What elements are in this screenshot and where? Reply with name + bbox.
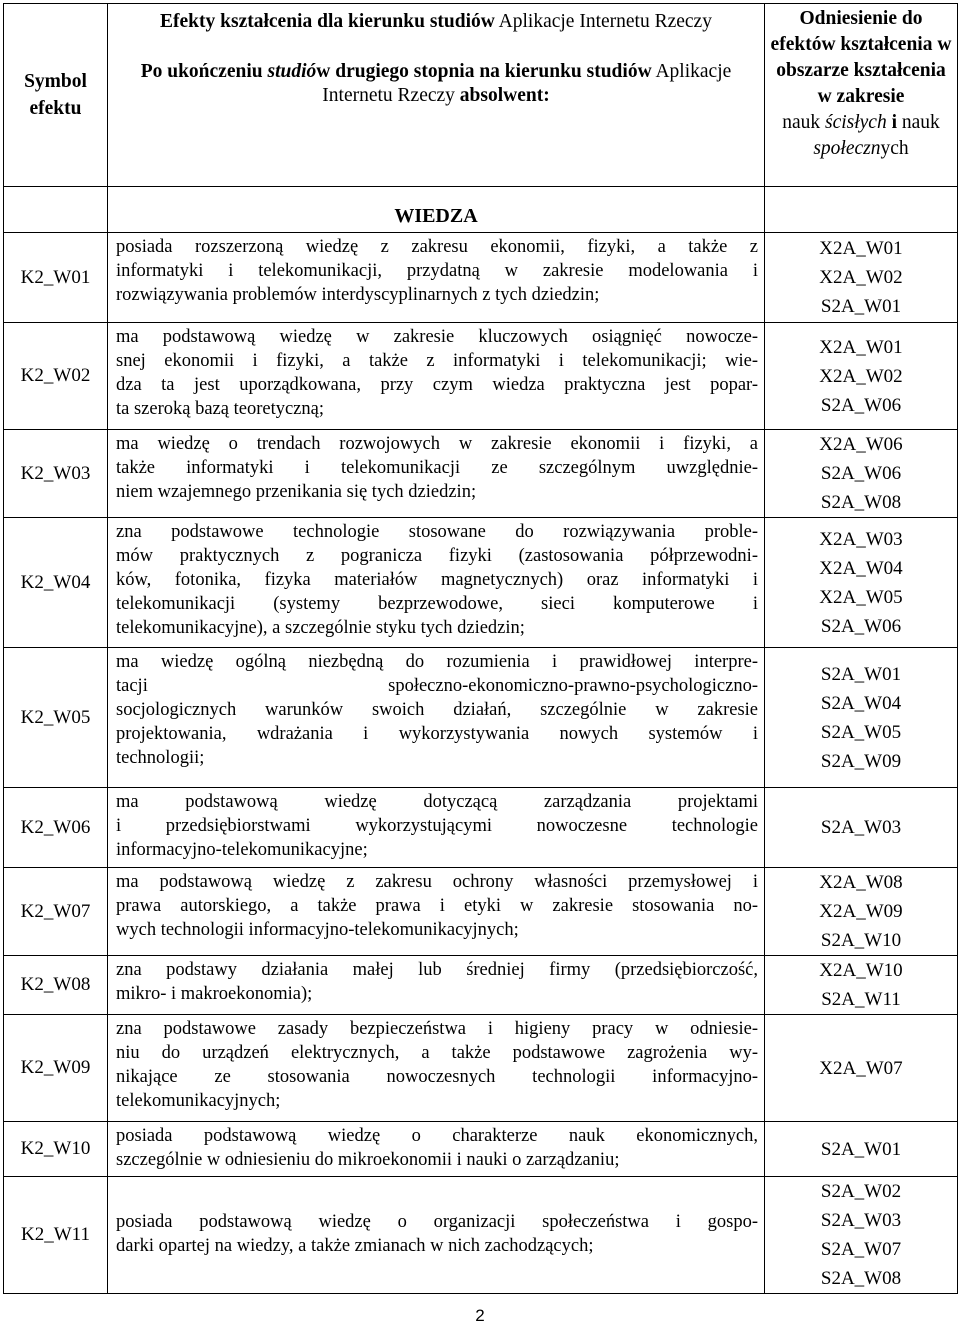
effect-references bbox=[765, 868, 958, 956]
reference-code: X2A_W02 bbox=[819, 267, 903, 288]
effect-description bbox=[108, 518, 765, 648]
effect-references bbox=[765, 1177, 958, 1294]
reference-code: S2A_W09 bbox=[820, 750, 902, 772]
table-row bbox=[4, 430, 958, 518]
table-row bbox=[4, 868, 958, 956]
table-title: Efekty kształcenia dla kierunku studiów Aplikacje Internetu Rzeczy bbox=[160, 11, 712, 32]
description-line: zna podstawy działania małej lub średniej firmy (przedsiębiorczość, bbox=[116, 960, 758, 980]
table-subtitle: Po ukończeniu studiów drugiego stopnia na kierunku studiów Aplikacje Internetu Rzeczy absolwent: bbox=[140, 61, 732, 106]
reference-code: X2A_W07 bbox=[819, 1057, 903, 1079]
effect-references bbox=[765, 323, 958, 430]
description-line: szczególnie w odniesieniu do mikroekonomii i nauki o zarządzaniu; bbox=[116, 1150, 620, 1170]
reference-code: S2A_W07 bbox=[820, 1239, 902, 1260]
effect-description bbox=[108, 233, 765, 323]
effect-description bbox=[108, 788, 765, 868]
reference-code: X2A_W02 bbox=[819, 365, 903, 387]
reference-code: S2A_W05 bbox=[820, 721, 902, 743]
reference-code: S2A_W03 bbox=[820, 817, 902, 838]
description-line: posiada podstawową wiedzę o organizacji społeczeństwa i gospo- bbox=[116, 1212, 758, 1232]
reference-code: X2A_W03 bbox=[819, 528, 903, 550]
description-line: i przedsiębiorstwami wykorzystującymi nowoczesne technologie bbox=[116, 816, 758, 836]
description-line: także informatyki i telekomunikacji ze szczególnym uwzględnie- bbox=[116, 458, 758, 478]
effect-description bbox=[108, 648, 765, 788]
symbol-column-header: Symbol efektu bbox=[4, 4, 108, 187]
reference-code: S2A_W03 bbox=[820, 1210, 902, 1231]
effect-references bbox=[765, 1015, 958, 1122]
reference-code: S2A_W01 bbox=[820, 663, 902, 685]
description-line: ta szeroką bazą teoretyczną; bbox=[116, 399, 324, 419]
reference-code: X2A_W10 bbox=[819, 960, 903, 981]
effect-symbol: K2_W09 bbox=[4, 1015, 108, 1122]
effect-symbol: K2_W08 bbox=[4, 956, 108, 1015]
description-line: socjologicznych warunków swoich działań, szczególnie w zakresie bbox=[116, 700, 758, 720]
reference-code: S2A_W08 bbox=[820, 492, 902, 513]
page-number: 2 bbox=[475, 1306, 485, 1325]
effect-references bbox=[765, 1122, 958, 1177]
reference-code: S2A_W06 bbox=[820, 394, 902, 416]
description-line: informacyjno-telekomunikacyjne; bbox=[116, 840, 368, 860]
reference-code: S2A_W04 bbox=[820, 692, 902, 714]
description-line: niu do urządzeń elektrycznych, a także podstawowe zagrożenia wy- bbox=[116, 1043, 758, 1063]
description-line: ma wiedzę ogólną niezbędną do rozumienia i prawidłowej interpre- bbox=[116, 652, 758, 672]
reference-code: X2A_W06 bbox=[819, 434, 903, 455]
table-row bbox=[4, 1177, 958, 1294]
description-line: nikające ze stosowania nowoczesnych technologii informacyjno- bbox=[116, 1067, 758, 1087]
description-line: wych technologii informacyjno-telekomunikacyjnych; bbox=[116, 920, 519, 940]
table-row bbox=[4, 1015, 958, 1122]
description-line: mikro- i makroekonomia); bbox=[116, 984, 313, 1004]
description-line: ma podstawową wiedzę w zakresie kluczowych osiągnięć nowocze- bbox=[116, 327, 758, 347]
reference-code: S2A_W10 bbox=[820, 930, 902, 951]
effect-symbol: K2_W07 bbox=[4, 868, 108, 956]
effect-symbol: K2_W11 bbox=[4, 1177, 108, 1294]
reference-code: X2A_W04 bbox=[819, 557, 903, 579]
header-row bbox=[4, 4, 958, 187]
effects-table bbox=[3, 3, 958, 1294]
effect-references bbox=[765, 788, 958, 868]
effect-symbol: K2_W04 bbox=[4, 518, 108, 648]
description-line: dza ta jest uporządkowana, przy czym wiedza praktyczna jest popar- bbox=[116, 375, 758, 395]
reference-code: X2A_W01 bbox=[819, 336, 903, 358]
table-row bbox=[4, 323, 958, 430]
effect-references bbox=[765, 956, 958, 1015]
effect-symbol: K2_W03 bbox=[4, 430, 108, 518]
description-line: snej ekonomii i fizyki, a także z informatyki i telekomunikacji; wie- bbox=[116, 351, 758, 371]
reference-code: S2A_W01 bbox=[820, 296, 902, 317]
effect-symbol: K2_W10 bbox=[4, 1122, 108, 1177]
description-line: zna podstawowe technologie stosowane do rozwiązywania proble- bbox=[116, 522, 758, 542]
section-row bbox=[4, 187, 958, 233]
description-line: posiada rozszerzoną wiedzę z zakresu ekonomii, fizyki, a także z bbox=[116, 237, 758, 257]
effect-description bbox=[108, 956, 765, 1015]
table-row bbox=[4, 518, 958, 648]
description-line: ma wiedzę o trendach rozwojowych w zakresie ekonomii i fizyki, a bbox=[116, 434, 758, 454]
description-line: ków, fotonika, fizyka materiałów magnetycznych) oraz informatyki i bbox=[116, 570, 758, 590]
reference-code: S2A_W11 bbox=[821, 989, 901, 1010]
description-line: telekomunikacyjne), a szczególnie styku tych dziedzin; bbox=[116, 618, 525, 638]
description-line: zna podstawowe zasady bezpieczeństwa i higieny pracy w odniesie- bbox=[116, 1019, 758, 1039]
table-row bbox=[4, 233, 958, 323]
effect-symbol: K2_W01 bbox=[4, 233, 108, 323]
effect-references bbox=[765, 518, 958, 648]
description-line: niem wzajemnego przenikania się tych dziedzin; bbox=[116, 482, 477, 502]
section-heading: WIEDZA bbox=[108, 187, 765, 233]
description-line: telekomunikacji (systemy bezprzewodowe, sieci komputerowe i bbox=[116, 594, 758, 614]
description-line: telekomunikacyjnych; bbox=[116, 1091, 281, 1111]
table-row bbox=[4, 648, 958, 788]
effect-description bbox=[108, 1015, 765, 1122]
reference-code: S2A_W06 bbox=[820, 463, 902, 484]
table-row bbox=[4, 956, 958, 1015]
description-line: projektowania, wdrażania i wykorzystywania nowych systemów i bbox=[116, 724, 758, 744]
reference-column-header: Odniesienie do efektów kształcenia w obszarze kształcenia w zakresie nauk ścisłych i nauk społecznych bbox=[765, 4, 958, 187]
reference-code: S2A_W02 bbox=[820, 1181, 902, 1202]
effect-symbol: K2_W05 bbox=[4, 648, 108, 788]
effect-references bbox=[765, 233, 958, 323]
description-line: technologii; bbox=[116, 748, 205, 768]
effect-description bbox=[108, 1177, 765, 1294]
reference-code: X2A_W09 bbox=[819, 901, 903, 922]
description-line: posiada podstawową wiedzę o charakterze nauk ekonomicznych, bbox=[116, 1126, 758, 1146]
effect-references bbox=[765, 648, 958, 788]
reference-code: S2A_W06 bbox=[820, 615, 902, 637]
description-line: ma podstawową wiedzę z zakresu ochrony własności przemysłowej i bbox=[116, 872, 758, 892]
effect-description bbox=[108, 430, 765, 518]
effect-description bbox=[108, 1122, 765, 1177]
description-line: mów praktycznych z pogranicza fizyki (zastosowania półprzewodni- bbox=[116, 546, 758, 566]
table-row bbox=[4, 788, 958, 868]
description-line: informatyki i telekomunikacji, przydatną w zakresie modelowania i bbox=[116, 261, 758, 281]
effects-rows bbox=[4, 233, 958, 1294]
reference-code: X2A_W01 bbox=[819, 238, 903, 259]
effect-description bbox=[108, 868, 765, 956]
effect-description bbox=[108, 323, 765, 430]
reference-code: X2A_W08 bbox=[819, 872, 903, 893]
effect-references bbox=[765, 430, 958, 518]
effect-symbol: K2_W02 bbox=[4, 323, 108, 430]
description-line: darki opartej na wiedzy, a także zmianach w nich zachodzących; bbox=[116, 1236, 594, 1256]
description-line: prawa autorskiego, a także prawa i etyki w zakresie stosowania no- bbox=[116, 896, 758, 916]
description-line: rozwiązywania problemów interdyscyplinarnych z tych dziedzin; bbox=[116, 285, 600, 305]
reference-code: S2A_W08 bbox=[820, 1268, 902, 1289]
effects-column-header bbox=[108, 4, 765, 187]
effect-symbol: K2_W06 bbox=[4, 788, 108, 868]
table-row bbox=[4, 1122, 958, 1177]
reference-code: S2A_W01 bbox=[820, 1138, 902, 1160]
description-line: tacji społeczno-ekonomiczno-prawno-psychologiczno- bbox=[116, 676, 758, 696]
reference-code: X2A_W05 bbox=[819, 586, 903, 608]
description-line: ma podstawową wiedzę dotyczącą zarządzania projektami bbox=[116, 792, 758, 812]
